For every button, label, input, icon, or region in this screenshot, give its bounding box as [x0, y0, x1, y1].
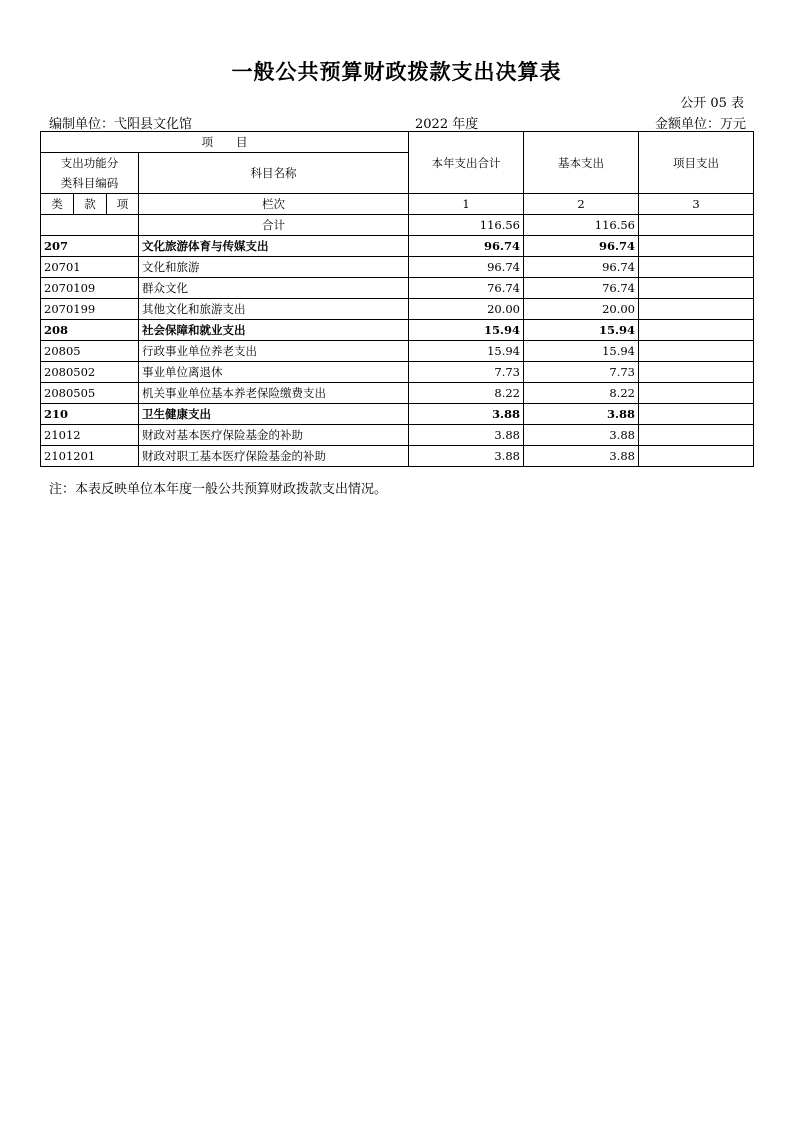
header-subject-name: 科目名称: [139, 153, 409, 194]
header-row-1: [41, 132, 754, 153]
row-code: 2080502: [41, 362, 139, 383]
header-col-project: 项目支出: [639, 132, 754, 194]
row-project: [639, 383, 754, 404]
header-col-basic: 基本支出: [524, 132, 639, 194]
row-subject-name: 社会保障和就业支出: [139, 320, 409, 341]
row-project: [639, 362, 754, 383]
row-project: [639, 320, 754, 341]
row-subject-name: 机关事业单位基本养老保险缴费支出: [139, 383, 409, 404]
header-xiang: 项: [107, 194, 139, 215]
row-total: 20.00: [409, 299, 524, 320]
expenditure-table: [40, 131, 754, 467]
table-row: [41, 257, 754, 278]
row-subject-name: 财政对基本医疗保险基金的补助: [139, 425, 409, 446]
header-num-3: 3: [639, 194, 754, 215]
row-subject-name: 其他文化和旅游支出: [139, 299, 409, 320]
header-item: 项 目: [41, 132, 409, 153]
total-project: [639, 215, 754, 236]
row-basic: 3.88: [524, 446, 639, 467]
row-code: 210: [41, 404, 139, 425]
row-project: [639, 278, 754, 299]
row-project: [639, 446, 754, 467]
header-lanci: 栏次: [139, 194, 409, 215]
row-total: 96.74: [409, 236, 524, 257]
form-number: 公开 05 表: [680, 96, 744, 111]
table-row: [41, 341, 754, 362]
header-num-2: 2: [524, 194, 639, 215]
row-project: [639, 404, 754, 425]
row-total: 3.88: [409, 404, 524, 425]
row-project: [639, 236, 754, 257]
money-unit: 金额单位：万元: [654, 117, 746, 132]
header-col-total: 本年支出合计: [409, 132, 524, 194]
row-total: 96.74: [409, 257, 524, 278]
row-code: 208: [41, 320, 139, 341]
row-basic: 7.73: [524, 362, 639, 383]
row-basic: 96.74: [524, 257, 639, 278]
row-project: [639, 425, 754, 446]
row-subject-name: 事业单位离退休: [139, 362, 409, 383]
table-row: [41, 278, 754, 299]
header-lei: 类: [41, 194, 74, 215]
meta-line: [49, 113, 746, 131]
row-basic: 15.94: [524, 341, 639, 362]
row-total: 7.73: [409, 362, 524, 383]
header-num-1: 1: [409, 194, 524, 215]
total-basic: 116.56: [524, 215, 639, 236]
row-subject-name: 卫生健康支出: [139, 404, 409, 425]
row-code: 20805: [41, 341, 139, 362]
row-basic: 3.88: [524, 425, 639, 446]
header-kuan: 款: [74, 194, 107, 215]
page-title: 一般公共预算财政拨款支出决算表: [231, 59, 562, 84]
row-total: 3.88: [409, 446, 524, 467]
header-func-code-line1: 支出功能分: [60, 156, 119, 170]
total-row: [41, 215, 754, 236]
row-code: 20701: [41, 257, 139, 278]
footnote: 注：本表反映单位本年度一般公共预算财政拨款支出情况。: [49, 482, 388, 497]
row-code: 2070109: [41, 278, 139, 299]
row-code: 21012: [41, 425, 139, 446]
row-basic: 8.22: [524, 383, 639, 404]
row-subject-name: 群众文化: [139, 278, 409, 299]
row-basic: 3.88: [524, 404, 639, 425]
row-basic: 96.74: [524, 236, 639, 257]
row-project: [639, 341, 754, 362]
row-code: 2070199: [41, 299, 139, 320]
row-subject-name: 文化和旅游: [139, 257, 409, 278]
table-row: [41, 404, 754, 425]
row-basic: 20.00: [524, 299, 639, 320]
row-subject-name: 文化旅游体育与传媒支出: [139, 236, 409, 257]
total-amount: 116.56: [409, 215, 524, 236]
row-subject-name: 财政对职工基本医疗保险基金的补助: [139, 446, 409, 467]
table-row: [41, 320, 754, 341]
row-project: [639, 299, 754, 320]
table-row: [41, 299, 754, 320]
row-total: 15.94: [409, 341, 524, 362]
total-label: 合计: [139, 215, 409, 236]
table-row: [41, 362, 754, 383]
table-row: [41, 383, 754, 404]
header-row-4: [41, 194, 754, 215]
header-func-code-line2: 类科目编码: [60, 176, 119, 190]
row-total: 8.22: [409, 383, 524, 404]
row-project: [639, 257, 754, 278]
row-total: 3.88: [409, 425, 524, 446]
fiscal-year: 2022 年度: [415, 117, 479, 132]
compiling-unit: 编制单位：弋阳县文化馆: [49, 117, 193, 132]
row-code: 2101201: [41, 446, 139, 467]
table-row: [41, 425, 754, 446]
row-code: 2080505: [41, 383, 139, 404]
row-basic: 76.74: [524, 278, 639, 299]
row-total: 76.74: [409, 278, 524, 299]
row-total: 15.94: [409, 320, 524, 341]
row-code: 207: [41, 236, 139, 257]
row-subject-name: 行政事业单位养老支出: [139, 341, 409, 362]
header-func-code: [41, 153, 139, 194]
total-code: [41, 215, 139, 236]
table-row: [41, 236, 754, 257]
row-basic: 15.94: [524, 320, 639, 341]
table-row: [41, 446, 754, 467]
